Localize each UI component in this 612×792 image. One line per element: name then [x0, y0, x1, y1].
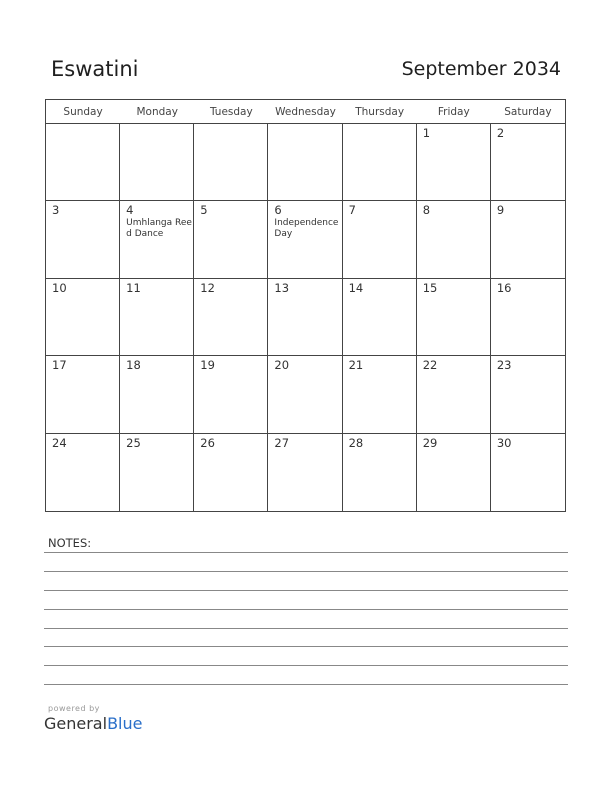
powered-by-text: powered by — [48, 704, 100, 713]
note-line[interactable] — [44, 646, 568, 647]
day-cell[interactable] — [343, 279, 417, 356]
day-number: 14 — [348, 280, 364, 295]
day-cell[interactable] — [46, 279, 120, 356]
day-cell[interactable] — [268, 279, 342, 356]
weekday-sunday: Sunday — [63, 106, 103, 118]
weekday-thursday: Thursday — [355, 106, 405, 118]
day-number: 27 — [274, 435, 290, 450]
day-number: 19 — [200, 358, 215, 373]
notes-label: NOTES: — [48, 536, 92, 550]
note-line[interactable] — [44, 552, 568, 553]
weekday-tuesday: Tuesday — [209, 106, 253, 118]
day-cell[interactable] — [268, 356, 342, 433]
day-number: 23 — [496, 358, 512, 373]
day-cell[interactable] — [343, 356, 417, 433]
note-line[interactable] — [44, 665, 568, 666]
day-number: 26 — [200, 435, 215, 450]
day-number: 9 — [496, 203, 505, 218]
day-cell[interactable] — [417, 201, 491, 278]
day-number: 29 — [422, 435, 438, 450]
day-cell[interactable] — [343, 124, 417, 201]
day-cell[interactable] — [194, 201, 268, 278]
day-cell[interactable] — [194, 124, 268, 201]
holiday-label: Umhlanga Reed Dance — [126, 218, 192, 240]
day-number: 20 — [274, 358, 290, 373]
day-number: 4 — [126, 203, 134, 218]
day-number: 7 — [348, 203, 356, 218]
day-cell[interactable] — [491, 279, 565, 356]
day-number: 28 — [348, 435, 364, 450]
day-cell[interactable] — [120, 201, 194, 278]
day-number: 12 — [200, 280, 215, 295]
weekday-header-row — [46, 100, 565, 124]
day-number: 24 — [52, 435, 67, 450]
note-line[interactable] — [44, 684, 568, 685]
day-cell[interactable] — [491, 434, 565, 511]
day-cell[interactable] — [343, 434, 417, 511]
day-number: 17 — [52, 358, 67, 373]
day-cell[interactable] — [491, 356, 565, 433]
day-cell[interactable] — [491, 124, 565, 201]
day-number: 15 — [422, 280, 438, 295]
day-grid — [46, 124, 565, 511]
day-cell[interactable] — [120, 434, 194, 511]
weekday-saturday: Saturday — [504, 106, 552, 118]
day-number: 10 — [52, 280, 67, 295]
day-cell[interactable] — [120, 279, 194, 356]
day-number: 3 — [52, 203, 60, 218]
holiday-label: Independence Day — [274, 218, 339, 240]
note-line[interactable] — [44, 609, 568, 610]
day-cell[interactable] — [417, 279, 491, 356]
day-number: 11 — [126, 280, 141, 295]
month-title: September 2034 — [401, 58, 561, 80]
day-number: 13 — [274, 280, 290, 295]
day-number: 22 — [422, 358, 438, 373]
weekday-friday: Friday — [437, 106, 470, 118]
weekday-wednesday: Wednesday — [275, 106, 336, 118]
day-cell[interactable] — [46, 356, 120, 433]
day-number: 6 — [274, 203, 282, 218]
day-number: 1 — [422, 126, 431, 140]
day-cell[interactable] — [417, 434, 491, 511]
day-cell[interactable] — [120, 124, 194, 201]
day-cell[interactable] — [120, 356, 194, 433]
day-number: 8 — [422, 203, 431, 218]
note-line[interactable] — [44, 628, 568, 629]
day-cell[interactable] — [417, 124, 491, 201]
note-line[interactable] — [44, 571, 568, 572]
day-number: 21 — [348, 358, 364, 373]
note-line[interactable] — [44, 590, 568, 591]
day-number: 25 — [126, 435, 141, 450]
day-cell[interactable] — [194, 279, 268, 356]
day-cell[interactable] — [268, 201, 342, 278]
brand-name — [44, 714, 142, 734]
country-title: Eswatini — [51, 57, 139, 81]
day-cell[interactable] — [268, 434, 342, 511]
day-cell[interactable] — [194, 356, 268, 433]
day-number: 16 — [496, 280, 512, 295]
generalblue-logo[interactable] — [44, 704, 142, 734]
day-number: 2 — [496, 126, 505, 140]
day-cell[interactable] — [46, 124, 120, 201]
brand-blue-text: Blue — [107, 714, 143, 733]
brand-general-text: General — [44, 714, 108, 733]
day-number: 5 — [200, 203, 208, 218]
day-number: 30 — [496, 435, 512, 450]
day-cell[interactable] — [343, 201, 417, 278]
day-cell[interactable] — [268, 124, 342, 201]
weekday-monday: Monday — [136, 106, 178, 118]
day-cell[interactable] — [491, 201, 565, 278]
day-cell[interactable] — [417, 356, 491, 433]
day-cell[interactable] — [46, 201, 120, 278]
calendar-grid — [45, 99, 566, 512]
day-cell[interactable] — [46, 434, 120, 511]
day-number: 18 — [126, 358, 141, 373]
day-cell[interactable] — [194, 434, 268, 511]
